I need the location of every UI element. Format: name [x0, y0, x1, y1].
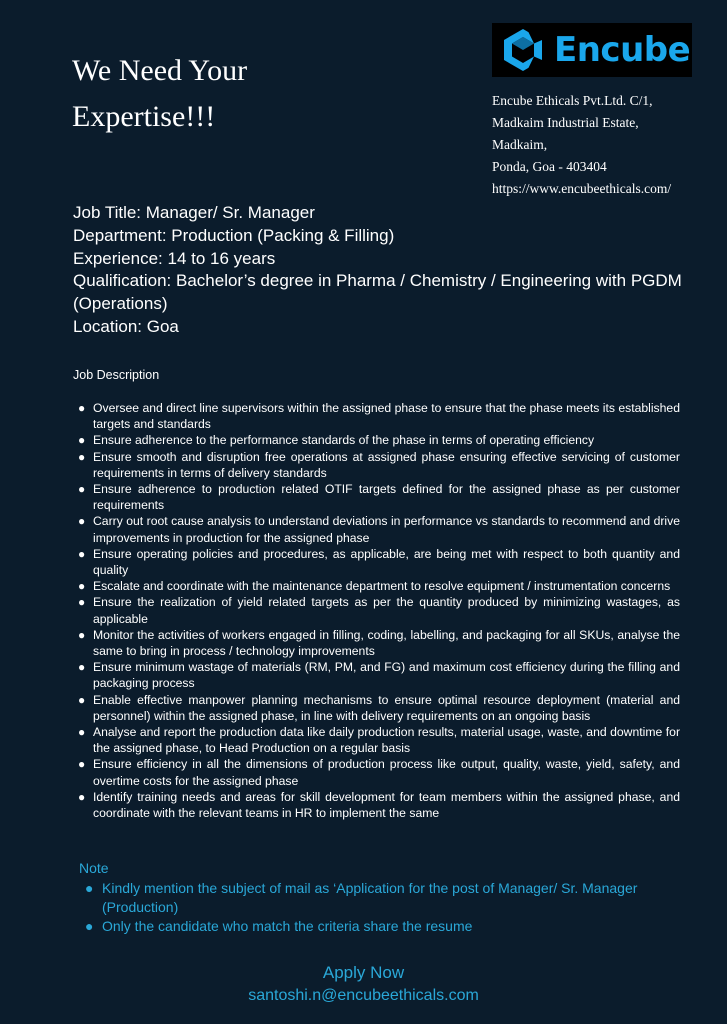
- list-item: ● Enable effective manpower planning mechanisms to ensure optimal resource deployment (material and personnel) within the assigned phase, in line with delivery requirements on an ongoing basis: [78, 692, 680, 723]
- bullet-icon: ●: [78, 401, 86, 415]
- list-item: ● Ensure operating policies and procedures, as applicable, are being met with respect to both quantity and quality: [78, 546, 680, 578]
- bullet-icon: ●: [78, 449, 86, 464]
- address-line: Encube Ethicals Pvt.Ltd. C/1,: [492, 93, 653, 108]
- list-item: ● Analyse and report the production data like daily production results, material usage, waste, and downtime for the assigned phase, to Head Production on a regular basis: [78, 725, 680, 756]
- bullet-icon: ●: [78, 433, 86, 448]
- bullet-icon: ●: [78, 627, 86, 642]
- note-title: Note: [79, 860, 109, 876]
- job-experience: Experience: 14 to 16 years: [73, 248, 276, 268]
- bullet-icon: ●: [78, 692, 86, 707]
- bullet-icon: ●: [78, 482, 86, 497]
- bullet-icon: ●: [78, 579, 86, 594]
- apply-now-heading: Apply Now: [322, 963, 405, 982]
- bullet-icon: ●: [78, 514, 86, 529]
- headline-line-1: We Need Your: [72, 54, 248, 87]
- list-item: ● Ensure the realization of yield related targets as per the quantity produced by minimizing wastages, as applicable: [78, 595, 680, 626]
- list-item: ● Carry out root cause analysis to understand deviations in performance vs standards to recommend and drive improvements in production for the assigned phase: [78, 514, 680, 545]
- list-item: ● Ensure smooth and disruption free operations at assigned phase ensuring effective servicing of customer requirements in terms of delivery standards: [78, 449, 680, 480]
- company-address: [492, 90, 671, 200]
- list-item: ● Identify training needs and areas for skill development for team members within the assigned phase, and coordinate with the relevant teams in HR to implement the same: [78, 789, 680, 821]
- list-item: ● Oversee and direct line supervisors within the assigned phase to ensure that the phase meets its established targets and standards: [78, 401, 680, 432]
- list-item: ● Ensure adherence to the performance standards of the phase in terms of operating efficiency: [78, 433, 595, 448]
- headline-line-2: Expertise!!!: [72, 100, 216, 133]
- job-info: [73, 202, 683, 339]
- note-item: ● Only the candidate who match the criteria share the resume: [85, 918, 473, 934]
- address-line: Madkaim,: [492, 137, 548, 152]
- list-item: ● Escalate and coordinate with the maintenance department to resolve equipment / instrumentation concerns: [78, 579, 671, 594]
- note-list: [85, 879, 692, 936]
- encube-cube-icon: [500, 27, 546, 73]
- job-title: Job Title: Manager/ Sr. Manager: [73, 203, 315, 222]
- list-item: ● Ensure minimum wastage of materials (RM, PM, and FG) and maximum cost efficiency during the filling and packaging process: [78, 660, 680, 691]
- bullet-icon: ●: [78, 660, 86, 675]
- responsibilities-list: [78, 400, 680, 821]
- apply-email-link[interactable]: santoshi.n@encubeethicals.com: [248, 987, 479, 1004]
- bullet-icon: ●: [85, 880, 94, 896]
- headline: [72, 48, 247, 140]
- note-item: ● Kindly mention the subject of mail as ‘Application for the post of Manager/ Sr. Manager (Production): [85, 880, 638, 915]
- list-item: ● Monitor the activities of workers engaged in filling, coding, labelling, and packaging for all SKUs, analyse the same to bring in process / technology improvements: [78, 627, 680, 659]
- bullet-icon: ●: [78, 595, 86, 610]
- bullet-icon: ●: [85, 918, 94, 934]
- job-department: Department: Production (Packing & Filling): [73, 225, 395, 245]
- encube-logo: [492, 23, 692, 77]
- list-item: ● Ensure adherence to production related OTIF targets defined for the assigned phase as per customer requirements: [78, 482, 680, 513]
- address-line: Madkaim Industrial Estate,: [492, 115, 639, 130]
- bullet-icon: ●: [78, 546, 86, 561]
- job-location: Location: Goa: [73, 316, 179, 336]
- list-item: ● Ensure efficiency in all the dimensions of production process like output, quality, waste, yield, safety, and overtime costs for the assigned phase: [78, 757, 680, 788]
- website-link[interactable]: https://www.encubeethicals.com/: [492, 181, 672, 196]
- bullet-icon: ●: [78, 757, 86, 772]
- bullet-icon: ●: [78, 725, 86, 740]
- address-line: Ponda, Goa - 403404: [492, 159, 607, 174]
- job-qualification: Qualification: Bachelor’s degree in Pharma / Chemistry / Engineering with PGDM (Operations): [73, 271, 682, 314]
- bullet-icon: ●: [78, 789, 86, 804]
- job-description-title: Job Description: [73, 368, 160, 382]
- logo-text: Encube: [554, 30, 691, 70]
